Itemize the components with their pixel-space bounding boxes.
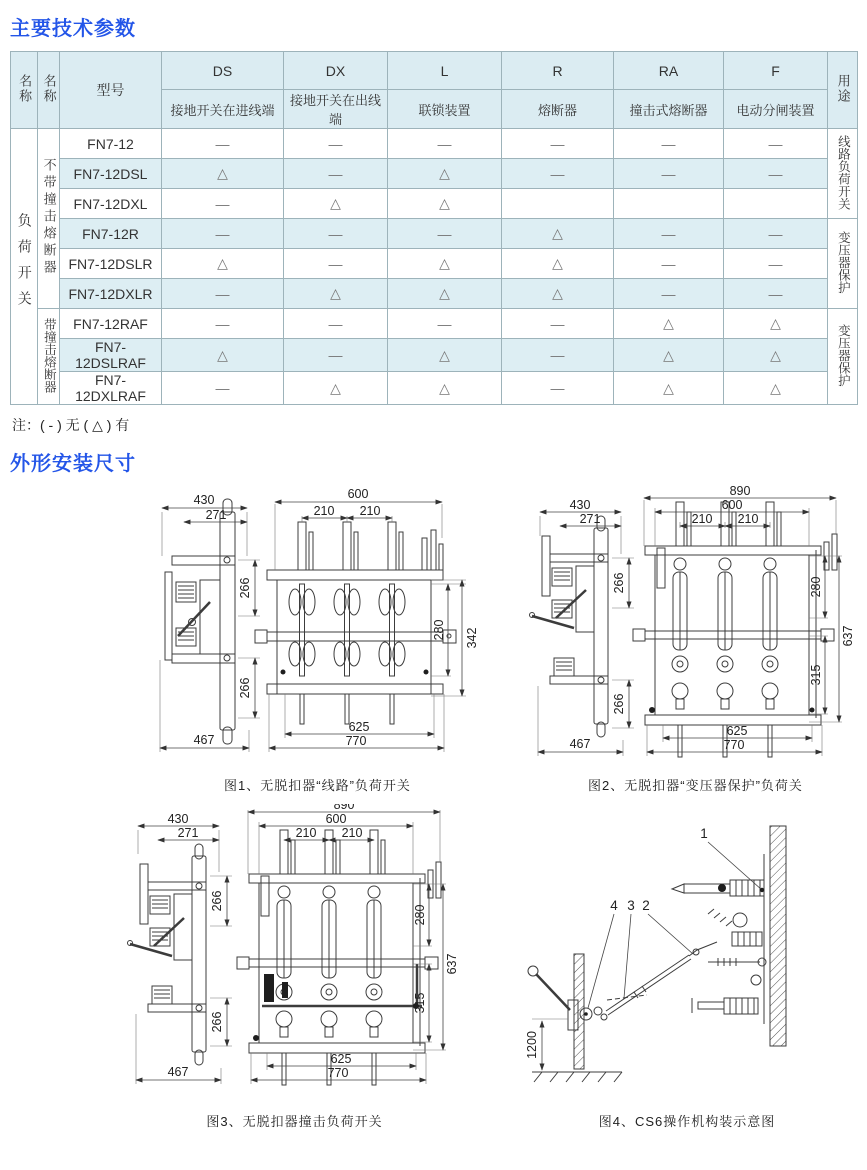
header-code-dx: DX [284,52,388,90]
sym-cell: — [388,309,502,339]
sym-cell: △ [724,372,828,405]
fig4-annotations [525,826,764,1070]
fig2-side-view [530,516,609,737]
header-name1: 名称 [11,52,38,129]
sym-cell: — [388,129,502,159]
figure4-drawing [512,814,862,1104]
sym-cell: △ [502,219,614,249]
legend-note: 注：( - ) 无 ( △ ) 有 [12,417,130,433]
sym-cell: — [284,129,388,159]
fig4-wall [770,826,786,1046]
usage-cell-transformer2: 变压器保护 [828,309,858,405]
fig1-dim-467: 467 [193,733,215,747]
header-desc-ra: 撞击式熔断器 [614,90,724,129]
fig1-dim-271: 271 [205,508,227,522]
sym-cell: — [614,129,724,159]
header-model: 型号 [60,52,162,129]
fig1-dim-210a: 210 [313,504,335,518]
section-title-parameters: 主要技术参数 [10,18,136,40]
header-code-r: R [502,52,614,90]
model-cell: FN7-12R [60,219,162,249]
sym-cell: — [502,159,614,189]
fig1-dim-600: 600 [347,487,369,501]
sym-cell: △ [284,189,388,219]
fig3-dim-271: 271 [177,826,199,840]
figure-4 [512,814,862,1130]
fig2-dim-266t: 266 [612,572,626,594]
fig3-dim-637: 637 [445,953,459,975]
fig2-dim-315: 315 [809,664,823,686]
header-desc-ds: 接地开关在进线端 [162,90,284,129]
header-name2: 名称 [38,52,60,129]
sym-cell [724,189,828,219]
sym-cell: — [284,339,388,372]
fig1-dim-280: 280 [432,619,446,641]
sym-cell: △ [724,309,828,339]
sym-cell: △ [388,372,502,405]
table-row [11,249,858,279]
fig2-front-view [633,502,837,757]
fig3-dim-280: 280 [413,904,427,926]
table-row [11,129,858,159]
sym-cell: — [724,159,828,189]
fig2-dim-770: 770 [723,738,745,752]
parameters-table [10,51,858,405]
table-row [11,372,858,405]
fig2-dim-266b: 266 [612,693,626,715]
fig2-dim-430: 430 [569,498,591,512]
fig1-front-view [255,522,456,724]
sym-cell: — [502,129,614,159]
subcategory-cell-without: 不带撞击熔断器 [38,129,60,309]
fig3-dim-210b: 210 [341,826,363,840]
sym-cell: — [614,159,724,189]
figure1-caption: 图1、无脱扣器“线路”负荷开关 [224,778,411,793]
category-cell: 负荷开关 [11,129,38,405]
fig1-side-view [165,499,235,744]
sym-cell: — [724,129,828,159]
sym-cell: △ [162,249,284,279]
fig1-dim-266t: 266 [238,577,252,599]
header-code-ra: RA [614,52,724,90]
sym-cell: — [388,219,502,249]
sym-cell: — [502,339,614,372]
fig3-front-view [237,830,441,1085]
fig1-dim-342: 342 [465,627,479,649]
figure3-drawing [122,804,467,1104]
table-row [11,159,858,189]
model-cell: FN7-12DSLR [60,249,162,279]
model-cell: FN7-12DXL [60,189,162,219]
sym-cell: △ [162,339,284,372]
usage-cell-transformer1: 变压器保护 [828,219,858,309]
sym-cell: — [724,279,828,309]
sym-cell: — [162,219,284,249]
figure-2 [528,486,863,794]
sym-cell [502,189,614,219]
header-code-f: F [724,52,828,90]
sym-cell: — [284,159,388,189]
fig2-dim-467: 467 [569,737,591,751]
fig3-side-view [128,844,207,1065]
sym-cell: — [162,129,284,159]
fig2-dim-210b: 210 [737,512,759,526]
fig2-dim-210a: 210 [691,512,713,526]
fig3-dim-770: 770 [327,1066,349,1080]
fig2-dim-271: 271 [579,512,601,526]
table-row [11,309,858,339]
fig2-dim-600: 600 [721,498,743,512]
sym-cell: △ [388,339,502,372]
fig3-dim-467: 467 [167,1065,189,1079]
sym-cell: △ [502,279,614,309]
fig4-label-3: 3 [627,898,635,913]
sym-cell: △ [284,372,388,405]
figure3-caption: 图3、无脱扣器撞击负荷开关 [206,1114,383,1129]
model-cell: FN7-12RAF [60,309,162,339]
fig2-dim-637: 637 [841,625,855,647]
sym-cell: △ [388,279,502,309]
sym-cell: △ [724,339,828,372]
section-title-dimensions: 外形安装尺寸 [10,453,136,475]
sym-cell: △ [162,159,284,189]
fig3-dim-890: 890 [333,804,355,812]
sym-cell: — [502,372,614,405]
fig3-dim-600: 600 [325,812,347,826]
subcategory-cell-with: 带撞击熔断器 [38,309,60,405]
sym-cell: △ [388,189,502,219]
sym-cell: — [284,219,388,249]
fig4-linkage [606,942,717,1015]
fig3-dim-315: 315 [413,992,427,1014]
model-cell: FN7-12DXLR [60,279,162,309]
sym-cell: — [614,279,724,309]
fig1-dim-210b: 210 [359,504,381,518]
header-desc-dx: 接地开关在出线端 [284,90,388,129]
fig4-switch-on-wall [672,854,766,1024]
sym-cell: — [162,279,284,309]
sym-cell: — [614,249,724,279]
model-cell: FN7-12DSL [60,159,162,189]
fig3-dim-266t: 266 [210,890,224,912]
fig1-dim-430: 430 [193,493,215,507]
table-row [11,339,858,372]
usage-cell-line: 线路负荷开关 [828,129,858,219]
sym-cell: — [614,219,724,249]
fig4-label-1: 1 [700,826,708,841]
model-cell: FN7-12DXLRAF [60,372,162,405]
table-row [11,219,858,249]
sym-cell: △ [284,279,388,309]
sym-cell: — [162,372,284,405]
header-desc-f: 电动分闸装置 [724,90,828,129]
sym-cell: — [162,189,284,219]
fig1-dim-770: 770 [345,734,367,748]
figures-area [0,486,867,1170]
sym-cell: — [502,309,614,339]
model-cell: FN7-12DSLRAF [60,339,162,372]
sym-cell: △ [388,159,502,189]
fig2-dim-890: 890 [729,486,751,498]
fig4-label-2: 2 [642,898,650,913]
figure4-caption: 图4、CS6操作机构装示意图 [598,1114,776,1129]
table-row [11,279,858,309]
header-usage: 用途 [828,52,858,129]
fig4-label-4: 4 [610,898,618,913]
fig3-dim-625: 625 [330,1052,352,1066]
sym-cell: △ [502,249,614,279]
fig1-dim-266b: 266 [238,677,252,699]
fig3-dimensions [136,804,459,1084]
sym-cell: — [724,219,828,249]
sym-cell: △ [614,372,724,405]
figure2-drawing [528,486,863,768]
header-code-l: L [388,52,502,90]
model-cell: FN7-12 [60,129,162,159]
figure1-drawing [150,486,485,768]
sym-cell: — [162,309,284,339]
figure-3 [122,804,467,1130]
header-code-ds: DS [162,52,284,90]
table-row [11,189,858,219]
sym-cell: △ [614,339,724,372]
fig3-dim-266b: 266 [210,1011,224,1033]
fig3-dim-430: 430 [167,812,189,826]
sym-cell [614,189,724,219]
fig2-dim-625: 625 [726,724,748,738]
header-desc-l: 联锁装置 [388,90,502,129]
header-desc-r: 熔断器 [502,90,614,129]
sym-cell: — [284,249,388,279]
fig3-dim-210a: 210 [295,826,317,840]
sym-cell: △ [388,249,502,279]
fig4-dim-1200: 1200 [525,1031,539,1059]
fig1-dim-625: 625 [348,720,370,734]
sym-cell: — [284,309,388,339]
sym-cell: — [724,249,828,279]
sym-cell: △ [614,309,724,339]
figure2-caption: 图2、无脱扣器“变压器保护”负荷关 [588,778,803,793]
fig2-dim-280: 280 [809,576,823,598]
figure-1 [150,486,485,794]
